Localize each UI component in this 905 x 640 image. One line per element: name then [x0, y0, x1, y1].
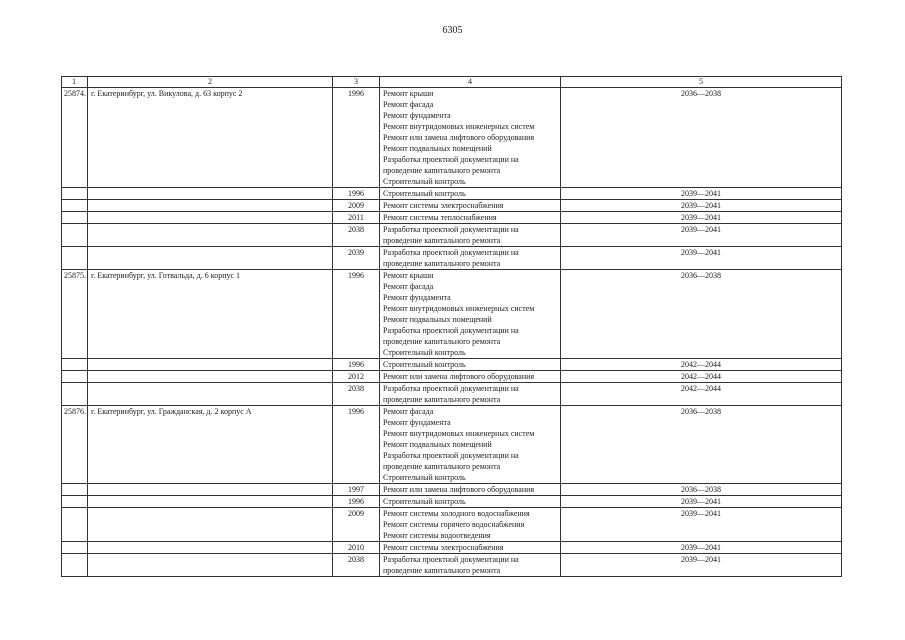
record-number: [62, 484, 88, 496]
year-cell: 2038: [333, 224, 380, 247]
work-type-line: Строительный контроль: [383, 360, 466, 369]
work-type-line: Ремонт внутридомовых инженерных систем: [383, 304, 535, 313]
work-type-line: Ремонт фасада: [383, 407, 434, 416]
work-type-line: Ремонт крыши: [383, 271, 434, 280]
table-row: [62, 554, 842, 577]
building-address: [88, 359, 333, 371]
table-row: [62, 200, 842, 212]
work-type-line: Ремонт фундамента: [383, 418, 451, 427]
work-type-line: Ремонт системы горячего водоснабжения: [383, 520, 525, 529]
repair-schedule-table: [61, 76, 842, 577]
work-type-line: Разработка проектной документации на: [383, 451, 519, 460]
record-number: [62, 371, 88, 383]
work-type-line: Ремонт внутридомовых инженерных систем: [383, 429, 535, 438]
year-cell: 1996: [333, 406, 380, 484]
work-type-line: проведение капитального ремонта: [383, 166, 501, 175]
work-type-line: проведение капитального ремонта: [383, 566, 501, 575]
building-address: [88, 188, 333, 200]
work-type-line: Ремонт или замена лифтового оборудования: [383, 372, 535, 381]
work-type-cell: [380, 188, 561, 200]
year-cell: 2039: [333, 247, 380, 270]
work-type-cell: [380, 270, 561, 359]
period-cell: 2039—2041: [561, 200, 842, 212]
building-address: [88, 496, 333, 508]
record-number: 25876.: [62, 406, 88, 484]
building-address: [88, 212, 333, 224]
work-type-line: Строительный контроль: [383, 473, 466, 482]
building-address: [88, 247, 333, 270]
record-number: [62, 224, 88, 247]
year-cell: 2009: [333, 200, 380, 212]
year-cell: 1996: [333, 270, 380, 359]
year-cell: 1996: [333, 188, 380, 200]
record-number: [62, 247, 88, 270]
work-type-line: Разработка проектной документации на: [383, 326, 519, 335]
work-type-line: Ремонт системы водоотведения: [383, 531, 491, 540]
work-type-line: Строительный контроль: [383, 189, 466, 198]
work-type-cell: [380, 212, 561, 224]
header-col-4: 4: [380, 77, 561, 88]
record-number: [62, 383, 88, 406]
table-row: [62, 383, 842, 406]
record-number: [62, 359, 88, 371]
work-type-cell: [380, 542, 561, 554]
work-type-line: проведение капитального ремонта: [383, 259, 501, 268]
period-cell: 2036—2038: [561, 484, 842, 496]
work-type-line: Ремонт или замена лифтового оборудования: [383, 485, 535, 494]
table-row: [62, 359, 842, 371]
record-number: [62, 212, 88, 224]
work-type-cell: [380, 383, 561, 406]
period-cell: 2036—2038: [561, 270, 842, 359]
period-cell: 2039—2041: [561, 496, 842, 508]
table-row: [62, 212, 842, 224]
period-cell: 2042—2044: [561, 359, 842, 371]
page-number: 6305: [442, 25, 463, 36]
year-cell: 2009: [333, 508, 380, 542]
work-type-line: Ремонт системы электроснабжения: [383, 201, 504, 210]
table-row: [62, 406, 842, 484]
period-cell: 2039—2041: [561, 224, 842, 247]
building-address: г. Екатеринбург, ул. Викулова, д. 63 корпус 2: [88, 88, 333, 188]
year-cell: 2038: [333, 554, 380, 577]
table-row: [62, 224, 842, 247]
table-row: [62, 496, 842, 508]
building-address: г. Екатеринбург, ул. Гражданская, д. 2 корпус А: [88, 406, 333, 484]
work-type-line: Разработка проектной документации на: [383, 555, 519, 564]
period-cell: 2039—2041: [561, 212, 842, 224]
work-type-line: Ремонт подвальных помещений: [383, 144, 492, 153]
work-type-line: Ремонт крыши: [383, 89, 434, 98]
period-cell: 2042—2044: [561, 371, 842, 383]
record-number: [62, 188, 88, 200]
table-body: [62, 88, 842, 577]
work-type-line: Ремонт фундамента: [383, 293, 451, 302]
year-cell: 1996: [333, 88, 380, 188]
period-cell: 2039—2041: [561, 554, 842, 577]
work-type-line: Разработка проектной документации на: [383, 225, 519, 234]
work-type-line: проведение капитального ремонта: [383, 337, 501, 346]
building-address: [88, 383, 333, 406]
work-type-line: Разработка проектной документации на: [383, 155, 519, 164]
record-number: [62, 508, 88, 542]
work-type-line: Ремонт или замена лифтового оборудования: [383, 133, 535, 142]
year-cell: 1996: [333, 496, 380, 508]
work-type-line: проведение капитального ремонта: [383, 395, 501, 404]
work-type-line: Ремонт фасада: [383, 100, 434, 109]
year-cell: 1996: [333, 359, 380, 371]
work-type-line: Ремонт системы теплоснабжения: [383, 213, 497, 222]
building-address: [88, 224, 333, 247]
table-row: [62, 542, 842, 554]
building-address: [88, 200, 333, 212]
year-cell: 2012: [333, 371, 380, 383]
work-type-line: Ремонт системы электроснабжения: [383, 543, 504, 552]
period-cell: 2039—2041: [561, 188, 842, 200]
table-row: [62, 247, 842, 270]
work-type-line: Ремонт фундамента: [383, 111, 451, 120]
work-type-cell: [380, 88, 561, 188]
record-number: [62, 496, 88, 508]
work-type-line: Разработка проектной документации на: [383, 248, 519, 257]
work-type-cell: [380, 200, 561, 212]
header-col-5: 5: [561, 77, 842, 88]
work-type-cell: [380, 496, 561, 508]
table-row: [62, 484, 842, 496]
table-row: [62, 188, 842, 200]
period-cell: 2036—2038: [561, 88, 842, 188]
year-cell: 1997: [333, 484, 380, 496]
table-header-row: [62, 77, 842, 88]
year-cell: 2011: [333, 212, 380, 224]
work-type-line: Строительный контроль: [383, 497, 466, 506]
building-address: [88, 484, 333, 496]
work-type-line: Строительный контроль: [383, 177, 466, 186]
work-type-cell: [380, 359, 561, 371]
record-number: [62, 542, 88, 554]
work-type-cell: [380, 247, 561, 270]
work-type-line: Ремонт фасада: [383, 282, 434, 291]
record-number: [62, 200, 88, 212]
work-type-line: Ремонт подвальных помещений: [383, 440, 492, 449]
work-type-cell: [380, 406, 561, 484]
building-address: [88, 371, 333, 383]
work-type-cell: [380, 484, 561, 496]
building-address: [88, 508, 333, 542]
table-row: [62, 508, 842, 542]
work-type-cell: [380, 508, 561, 542]
record-number: 25874.: [62, 88, 88, 188]
table-row: [62, 371, 842, 383]
work-type-cell: [380, 371, 561, 383]
period-cell: 2039—2041: [561, 508, 842, 542]
record-number: [62, 554, 88, 577]
header-col-3: 3: [333, 77, 380, 88]
work-type-line: Строительный контроль: [383, 348, 466, 357]
work-type-line: Ремонт внутридомовых инженерных систем: [383, 122, 535, 131]
building-address: г. Екатеринбург, ул. Готвальда, д. 6 корпус 1: [88, 270, 333, 359]
table-row: [62, 88, 842, 188]
work-type-cell: [380, 554, 561, 577]
building-address: [88, 554, 333, 577]
period-cell: 2039—2041: [561, 542, 842, 554]
year-cell: 2038: [333, 383, 380, 406]
period-cell: 2042—2044: [561, 383, 842, 406]
work-type-line: Разработка проектной документации на: [383, 384, 519, 393]
table-row: [62, 270, 842, 359]
work-type-line: проведение капитального ремонта: [383, 236, 501, 245]
record-number: 25875.: [62, 270, 88, 359]
work-type-cell: [380, 224, 561, 247]
building-address: [88, 542, 333, 554]
work-type-line: Ремонт системы холодного водоснабжения: [383, 509, 530, 518]
period-cell: 2036—2038: [561, 406, 842, 484]
work-type-line: Ремонт подвальных помещений: [383, 315, 492, 324]
period-cell: 2039—2041: [561, 247, 842, 270]
header-col-2: 2: [88, 77, 333, 88]
work-type-line: проведение капитального ремонта: [383, 462, 501, 471]
header-col-1: 1: [62, 77, 88, 88]
year-cell: 2010: [333, 542, 380, 554]
